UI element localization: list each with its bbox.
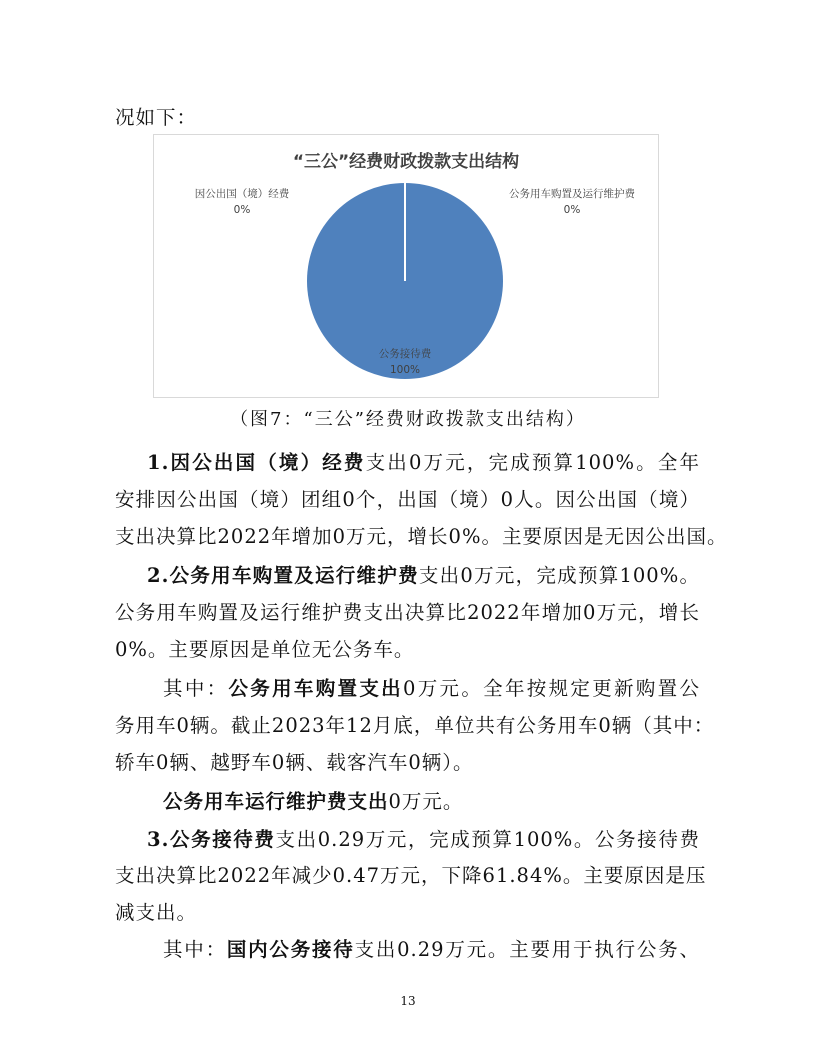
paragraph-line: [147, 558, 700, 594]
paragraph-line: [115, 595, 700, 631]
body-text-segment: 支出0万元，完成预算100%。: [418, 564, 701, 587]
body-text-segment: 0万元。全年按规定更新购置公: [402, 677, 700, 700]
body-text-segment: 其中：: [163, 677, 229, 700]
data-label-category-2: 公务接待费: [378, 348, 432, 360]
body-text-segment: 支出0.29万元，完成预算100%。公务接待费: [275, 828, 700, 851]
body-text-segment: 安排因公出国（境）团组0个，出国（境）0人。因公出国（境）: [115, 488, 700, 511]
body-text-segment: 支出0万元，完成预算100%。全年: [365, 451, 701, 474]
paragraph-line: [115, 708, 715, 744]
paragraph-line: [147, 445, 700, 481]
bold-heading-text: 2.公务用车购置及运行维护费: [147, 564, 419, 587]
paragraph-line: [115, 895, 700, 931]
paragraph-line: [115, 632, 700, 668]
data-label-percent-2: 100%: [389, 364, 421, 376]
paragraph-line: [163, 784, 700, 820]
pie-chart: [153, 134, 659, 398]
body-text-segment: 支出决算比2022年增加0万元，增长0%。主要原因是无因公出国。: [115, 525, 728, 548]
paragraph-line: [163, 671, 700, 707]
body-text-segment: 0%。主要原因是单位无公务车。: [115, 638, 415, 661]
body-text-segment: 0万元。: [388, 790, 464, 813]
paragraph-line: [115, 482, 700, 518]
paragraph-line: [115, 858, 707, 894]
bold-heading-text: 3.公务接待费: [147, 828, 276, 851]
data-label-category-0: 因公出国（境）经费: [194, 188, 290, 200]
bold-heading-text: 公务用车运行维护费支出: [163, 790, 389, 813]
body-text-segment: 其中：: [163, 938, 227, 961]
paragraph-line: [115, 745, 700, 781]
intro-text: 况如下：: [115, 106, 198, 129]
body-text-segment: 减支出。: [115, 901, 198, 924]
bold-heading-text: 1.因公出国（境）经费: [147, 451, 366, 474]
body-text-segment: 务用车0辆。截止2023年12月底，单位共有公务用车0辆（其中：: [115, 714, 715, 737]
data-label-percent-1: 0%: [563, 204, 581, 216]
paragraph-line: [115, 519, 728, 555]
page-number: 13: [400, 994, 416, 1008]
figure-caption: （图7：“三公”经费财政拨款支出结构）: [230, 409, 586, 430]
bold-heading-text: 国内公务接待: [226, 938, 355, 961]
body-text-segment: 支出0.29万元。主要用于执行公务、: [354, 938, 700, 961]
body-text-segment: 轿车0辆、越野车0辆、载客汽车0辆）。: [115, 751, 474, 774]
bold-heading-text: 公务用车购置支出: [228, 677, 403, 700]
data-label-category-1: 公务用车购置及运行维护费: [509, 188, 635, 200]
body-text-segment: 支出决算比2022年减少0.47万元，下降61.84%。主要原因是压: [115, 864, 707, 887]
data-label-percent-0: 0%: [233, 204, 251, 216]
pie-svg: [154, 135, 660, 399]
body-text-segment: 公务用车购置及运行维护费支出决算比2022年增加0万元，增长: [115, 601, 700, 624]
chart-title: “三公”经费财政拨款支出结构: [292, 152, 520, 172]
paragraph-line: [147, 822, 700, 858]
paragraph-line: [163, 932, 700, 968]
